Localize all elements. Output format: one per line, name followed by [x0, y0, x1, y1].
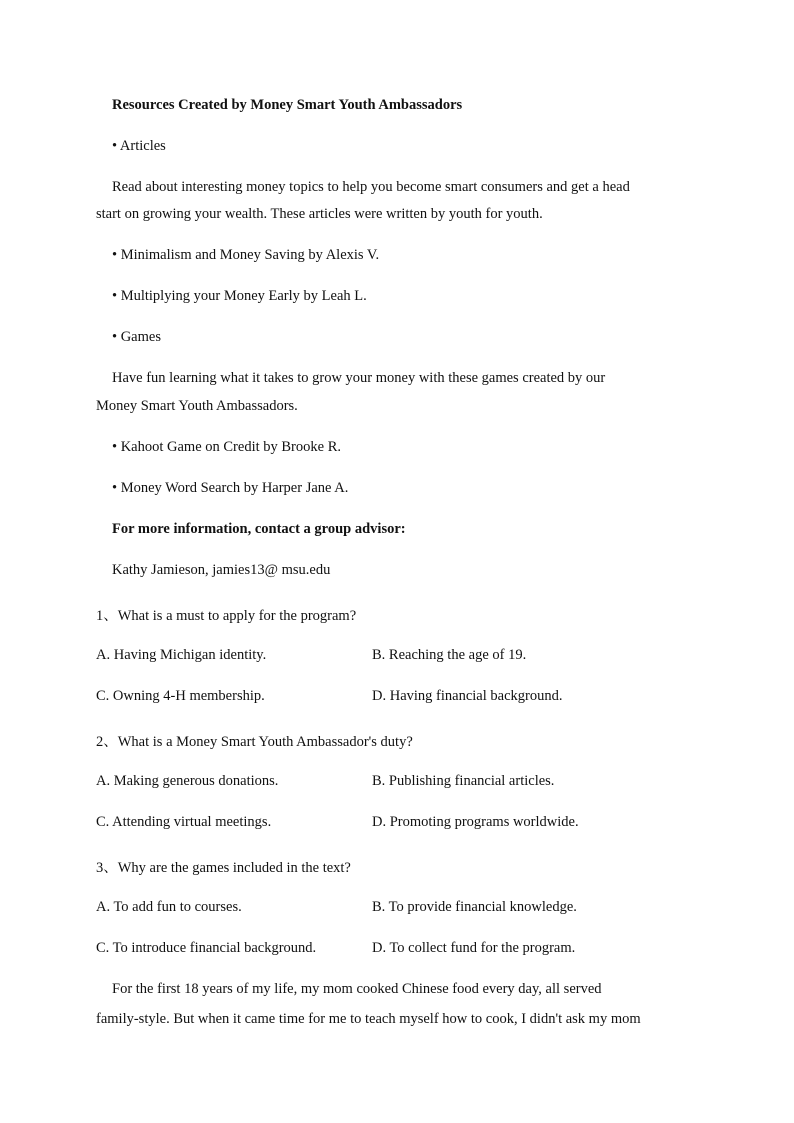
games-heading: • Games	[112, 329, 161, 345]
contact-line: Kathy Jamieson, jamies13@ msu.edu	[112, 562, 331, 578]
option-d: D. Having financial background.	[372, 688, 563, 704]
option-d: D. Promoting programs worldwide.	[372, 814, 579, 830]
option-c: C. To introduce financial background.	[96, 940, 317, 956]
resources-title: Resources Created by Money Smart Youth Ambassadors	[112, 97, 463, 113]
article-item: • Minimalism and Money Saving by Alexis V.	[112, 247, 380, 263]
option-a: A. Having Michigan identity.	[96, 647, 267, 663]
passage-line2: family-style. But when it came time for me to teach myself how to cook, I didn't ask my mom	[96, 1011, 641, 1027]
game-item: • Kahoot Game on Credit by Brooke R.	[112, 439, 341, 455]
contact-heading: For more information, contact a group advisor:	[112, 521, 406, 537]
game-item: • Money Word Search by Harper Jane A.	[112, 480, 349, 496]
option-a: A. To add fun to courses.	[96, 899, 242, 915]
question-stem: 3、Why are the games included in the text?	[96, 860, 351, 876]
games-description-line2: Money Smart Youth Ambassadors.	[96, 398, 298, 414]
option-b: B. Reaching the age of 19.	[372, 647, 527, 663]
option-c: C. Owning 4-H membership.	[96, 688, 265, 704]
option-d: D. To collect fund for the program.	[372, 940, 576, 956]
article-item: • Multiplying your Money Early by Leah L.	[112, 288, 367, 304]
option-c: C. Attending virtual meetings.	[96, 814, 272, 830]
articles-description-line1: Read about interesting money topics to help you become smart consumers and get a head	[112, 179, 630, 195]
articles-description-line2: start on growing your wealth. These articles were written by youth for youth.	[96, 206, 543, 222]
question-stem: 2、What is a Money Smart Youth Ambassador's duty?	[96, 734, 413, 750]
passage-line1: For the first 18 years of my life, my mom cooked Chinese food every day, all served	[112, 981, 602, 997]
question-stem: 1、What is a must to apply for the program?	[96, 608, 357, 624]
option-b: B. Publishing financial articles.	[372, 773, 555, 789]
games-description-line1: Have fun learning what it takes to grow your money with these games created by our	[112, 370, 606, 386]
articles-heading: • Articles	[112, 138, 166, 154]
option-a: A. Making generous donations.	[96, 773, 279, 789]
option-b: B. To provide financial knowledge.	[372, 899, 577, 915]
